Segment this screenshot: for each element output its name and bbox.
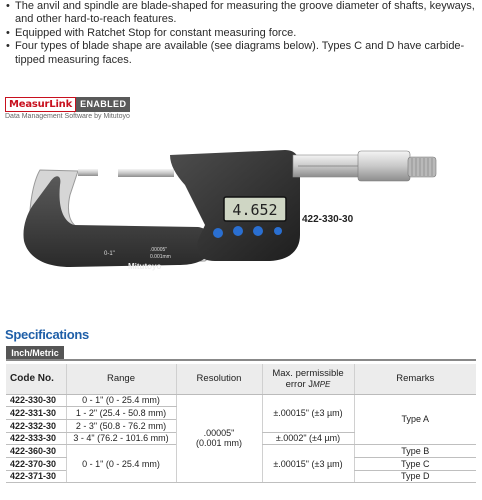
remark-type-d: Type D [354, 470, 476, 483]
resolution-cell: .00005" (0.001 mm) [176, 394, 262, 483]
feature-list [6, 0, 480, 67]
code-cell: 422-333-30 [6, 432, 66, 445]
feature-item: • The anvil and spindle are blade-shaped for measuring the groove diameter of shafts, keyways, and other hard-to-reach features. [6, 0, 480, 27]
frame-resolution-label: .00005" [150, 247, 168, 253]
button-origin [213, 228, 223, 238]
code-cell: 422-371-30 [6, 470, 66, 483]
frame-resolution-mm-label: 0.001mm [150, 254, 171, 260]
header-range: Range [66, 364, 176, 394]
error-cell-b: ±.0002" (±4 µm) [262, 432, 354, 445]
error-cell-a: ±.00015" (±3 µm) [262, 394, 354, 432]
specs-title: Specifications [5, 327, 89, 342]
header-remarks: Remarks [354, 364, 476, 394]
button-hold [253, 226, 263, 236]
table-row [6, 394, 476, 407]
button-mode [274, 227, 282, 235]
spec-table [6, 364, 476, 483]
range-cell: 0 - 1" (0 - 25.4 mm) [66, 394, 176, 407]
code-cell: 422-370-30 [6, 457, 66, 470]
range-cell: 1 - 2" (25.4 - 50.8 mm) [66, 407, 176, 420]
range-cell: 3 - 4" (76.2 - 101.6 mm) [66, 432, 176, 445]
remark-type-b: Type B [354, 445, 476, 458]
button-zero [233, 226, 243, 236]
anvil [78, 169, 98, 176]
header-code: Code No. [6, 364, 66, 394]
frame-brand-logo: Mitutoyo [128, 262, 162, 271]
header-error-line2: error JMPE [285, 378, 331, 390]
range-cell: 2 - 3" (50.8 - 76.2 mm) [66, 419, 176, 432]
feature-item: • Equipped with Ratchet Stop for constant measuring force. [6, 27, 480, 40]
thimble [358, 151, 410, 181]
spindle [118, 169, 174, 177]
micrometer-image [0, 125, 482, 285]
lcd-reading: 4.652 [232, 201, 278, 219]
frame-range-label: 0-1" [104, 251, 115, 257]
remark-type-a: Type A [354, 394, 476, 445]
unit-tab: Inch/Metric [6, 346, 64, 360]
measurlink-logo: MeasurLink [5, 97, 76, 112]
code-cell: 422-360-30 [6, 445, 66, 458]
enabled-label: ENABLED [76, 97, 130, 112]
measurlink-badge [5, 97, 130, 112]
spec-header-row [6, 364, 476, 394]
header-resolution: Resolution [176, 364, 262, 394]
range-cell: 0 - 1" (0 - 25.4 mm) [66, 445, 176, 483]
header-error [262, 364, 354, 394]
specs-rule [6, 359, 476, 361]
error-cell-c: ±.00015" (±3 µm) [262, 445, 354, 483]
code-cell: 422-331-30 [6, 407, 66, 420]
model-label: 422-330-30 [302, 214, 354, 225]
badge-subtitle: Data Management Software by Mitutoyo [5, 113, 130, 120]
code-cell: 422-330-30 [6, 394, 66, 407]
frame-cover [23, 176, 212, 267]
code-cell: 422-332-30 [6, 419, 66, 432]
feature-item: • Four types of blade shape are available (see diagrams below). Types C and D have carbide-tipped measuring faces. [6, 40, 480, 67]
header-error-line1: Max. permissible [272, 367, 344, 379]
remark-type-c: Type C [354, 457, 476, 470]
header-error-subscript: MPE [313, 379, 331, 389]
